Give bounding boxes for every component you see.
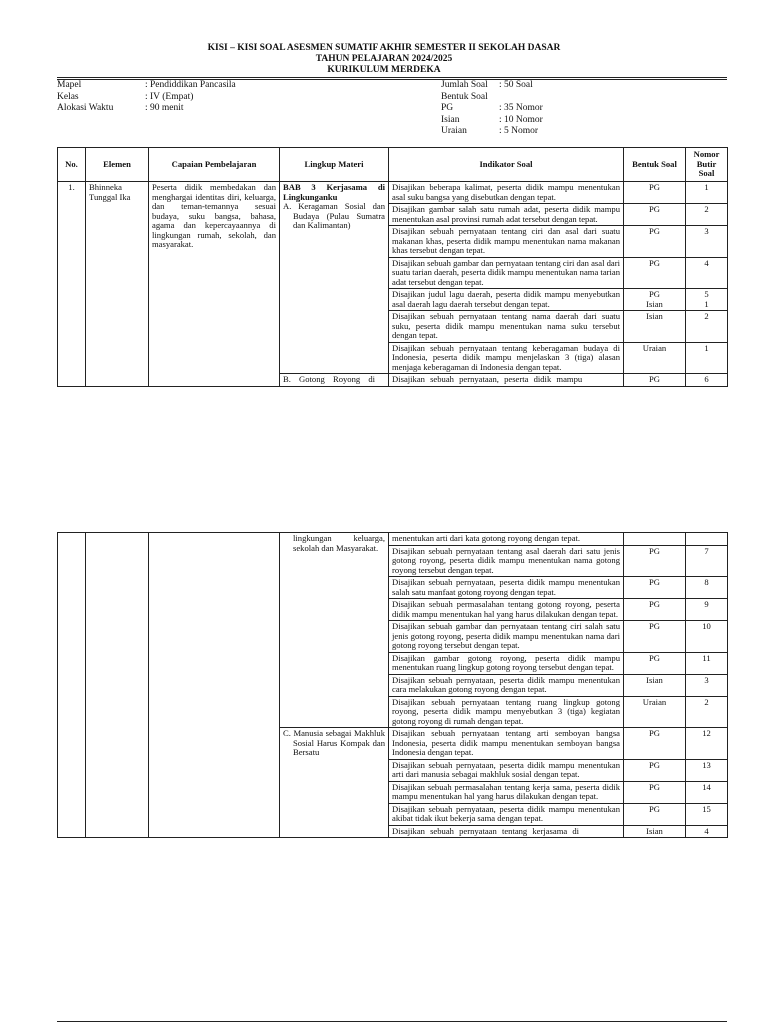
col-lingkup: Lingkup Materi [280,148,389,182]
info-label: Isian [441,114,460,125]
kisi-table-page-2 [57,532,728,838]
info-label: PG [441,103,454,113]
document-year: TAHUN PELAJARAN 2024/2025 [315,54,453,64]
indikator-cell: Disajikan sebuah pernyataan tentang ciri dan asal dari suatu makanan khas, peserta didik mampu menentukan nama makanan khas tersebut dengan tepat. [389,226,624,258]
bentuk-cell: PG [624,728,686,760]
indikator-cell: Disajikan sebuah pernyataan tentang keberagaman budaya di Indonesia, peserta didik mampu menjelaskan 3 (tiga) alasan menjaga keberagaman di Indonesia dengan tepat. [389,342,624,374]
bentuk-cell: PG [624,652,686,674]
info-value: : 5 Nomor [499,126,539,136]
indikator-cell: Disajikan sebuah gambar dan pernyataan tentang ciri salah satu jenis gotong royong, peserta didik mampu menentukan nama dari gotong royong tersebut dengan tepat. [389,621,624,653]
bentuk-cell: PG [624,599,686,621]
capaian-empty [149,533,280,838]
info-label: Kelas [57,91,79,102]
indikator-cell: Disajikan sebuah pernyataan tentang kerjasama di [389,825,624,838]
indikator-cell: Disajikan sebuah pernyataan, peserta didik mampu menentukan cara melakukan gotong royong dengan tepat. [389,674,624,696]
document-curriculum: KURIKULUM MERDEKA [327,65,441,75]
info-value: : 50 Soal [499,80,533,90]
materi-b-cont: lingkungan keluarga, sekolah dan Masyarakat. [280,533,389,728]
nomor-cell: 2 [686,204,728,226]
info-label: Jumlah Soal [441,80,488,90]
nomor-cell: 2 [686,311,728,343]
nomor-cell: 15 [686,803,728,825]
info-label: Mapel [57,80,82,90]
indikator-cell: Disajikan sebuah permasalahan tentang gotong royong, peserta didik mampu menentukan hal yang harus dilakukan dengan tepat. [389,599,624,621]
indikator-cell: Disajikan gambar gotong royong, peserta didik mampu menentukan ruang lingkup gotong royong tersebut dengan tepat. [389,652,624,674]
col-bentuk: Bentuk Soal [624,148,686,182]
indikator-cell: Disajikan sebuah pernyataan, peserta didik mampu menentukan salah satu manfaat gotong royong dengan tepat. [389,577,624,599]
indikator-cell: Disajikan gambar salah satu rumah adat, peserta didik mampu menentukan asal provinsi rumah adat tersebut dengan tepat. [389,204,624,226]
bentuk-cell: PG [624,374,686,387]
row-number-empty [58,533,86,838]
materi-c: C. Manusia sebagai Makhluk Sosial Harus Kompak dan Bersatu [283,728,385,757]
bentuk-cell: PG [624,204,686,226]
indikator-cell: Disajikan sebuah pernyataan, peserta didik mampu menentukan akibat tidak ikut bekerja sama dengan tepat. [389,803,624,825]
nomor-cell: 3 [686,226,728,258]
nomor-cell: 6 [686,374,728,387]
nomor-cell: 3 [686,674,728,696]
indikator-cell: Disajikan sebuah pernyataan tentang asal daerah dari satu jenis gotong royong, peserta didik mampu menentukan nama gotong royong tersebut dengan tepat. [389,545,624,577]
bentuk-cell: PG [624,781,686,803]
bentuk-cell: PG [624,621,686,653]
nomor-cell: 2 [686,696,728,728]
nomor-cell: 14 [686,781,728,803]
indikator-cell: Disajikan sebuah permasalahan tentang kerja sama, peserta didik mampu menentukan hal yang harus dilakukan dengan tepat. [389,781,624,803]
row-number: 1. [58,182,86,387]
bentuk-cell: PG [624,803,686,825]
materi-a: A. Keragaman Sosial dan Budaya (Pulau Sumatra dan Kalimantan) [283,201,385,230]
info-value: : 90 menit [145,103,184,113]
nomor-cell: 4 [686,257,728,289]
indikator-cell: Disajikan sebuah pernyataan tentang nama daerah dari suatu suku, peserta didik mampu menentukan nama suku tersebut dengan tepat. [389,311,624,343]
nomor-cell: 7 [686,545,728,577]
col-elemen: Elemen [86,148,149,182]
info-value: : 10 Nomor [499,114,543,125]
bentuk-cell: Uraian [624,696,686,728]
info-value: : IV (Empat) [145,91,194,102]
info-value: : Pendiddikan Pancasila [145,80,236,90]
bentuk-cell [624,533,686,546]
nomor-cell: 9 [686,599,728,621]
indikator-cell: menentukan arti dari kata gotong royong dengan tepat. [389,533,624,546]
bentuk-cell: Isian [624,311,686,343]
info-label: Uraian [441,126,467,136]
nomor-cell: 4 [686,825,728,838]
elemen-empty [86,533,149,838]
info-label: Alokasi Waktu [57,103,114,113]
bentuk-cell: PG [624,545,686,577]
bentuk-cell: PG [624,759,686,781]
indikator-cell: Disajikan sebuah pernyataan, peserta didik mampu menentukan arti dari manusia sebagai makhluk sosial dengan tepat. [389,759,624,781]
document-title: KISI – KISI SOAL ASESMEN SUMATIF AKHIR SEMESTER II SEKOLAH DASAR [207,43,561,53]
nomor-cell: 12 [686,728,728,760]
col-capaian: Capaian Pembelajaran [149,148,280,182]
nomor-cell: 13 [686,759,728,781]
bentuk-cell: PG [624,257,686,289]
indikator-cell: Disajikan sebuah pernyataan tentang ruang lingkup gotong royong, peserta didik mampu menyebutkan 3 (tiga) kegiatan gotong royong di rumah dengan tepat. [389,696,624,728]
col-indikator: Indikator Soal [389,148,624,182]
bab-title: BAB 3 Kerjasama di Lingkunganku [283,182,385,202]
bentuk-cell: Isian [624,674,686,696]
indikator-cell: Disajikan sebuah pernyataan tentang arti semboyan bangsa Indonesia, peserta didik mampu menentukan semboyan bangsa Indonesia dengan tepat. [389,728,624,760]
bentuk-cell: PG [624,226,686,258]
bentuk-cell: PG Isian [624,289,686,311]
materi-b-start: B. Gotong Royong di [280,374,389,387]
indikator-cell: Disajikan judul lagu daerah, peserta didik mampu menyebutkan asal daerah lagu daerah tersebut dengan tepat. [389,289,624,311]
col-nomor: Nomor Butir Soal [686,148,728,182]
nomor-cell: 11 [686,652,728,674]
materi-c-cell [280,728,389,838]
bentuk-cell: Isian [624,825,686,838]
col-no: No. [58,148,86,182]
page-3-table-edge [57,1021,727,1025]
indikator-cell: Disajikan sebuah gambar dan pernyataan tentang ciri dan asal dari suatu tarian daerah, peserta didik mampu menentukan nama tarian adat tersebut dengan tepat. [389,257,624,289]
nomor-cell [686,533,728,546]
nomor-cell: 1 [686,182,728,204]
bentuk-cell: Uraian [624,342,686,374]
indikator-cell: Disajikan beberapa kalimat, peserta didik mampu menentukan asal suku bangsa yang disebutkan dengan tepat. [389,182,624,204]
bentuk-cell: PG [624,182,686,204]
nomor-cell: 8 [686,577,728,599]
nomor-cell: 10 [686,621,728,653]
elemen-cell: Bhinneka Tunggal Ika [86,182,149,387]
capaian-cell: Peserta didik membedakan dan menghargai identitas diri, keluarga, dan teman-temannya sesuai budaya, suku bangsa, bahasa, agama dan kepercayaannya di lingkungan rumah, sekolah, dan masyarakat. [149,182,280,387]
info-label: Bentuk Soal [441,91,488,102]
info-value: : 35 Nomor [499,103,543,113]
table-row [58,533,728,546]
nomor-cell: 1 [686,342,728,374]
nomor-cell: 5 1 [686,289,728,311]
indikator-cell: Disajikan sebuah pernyataan, peserta didik mampu [389,374,624,387]
bentuk-cell: PG [624,577,686,599]
